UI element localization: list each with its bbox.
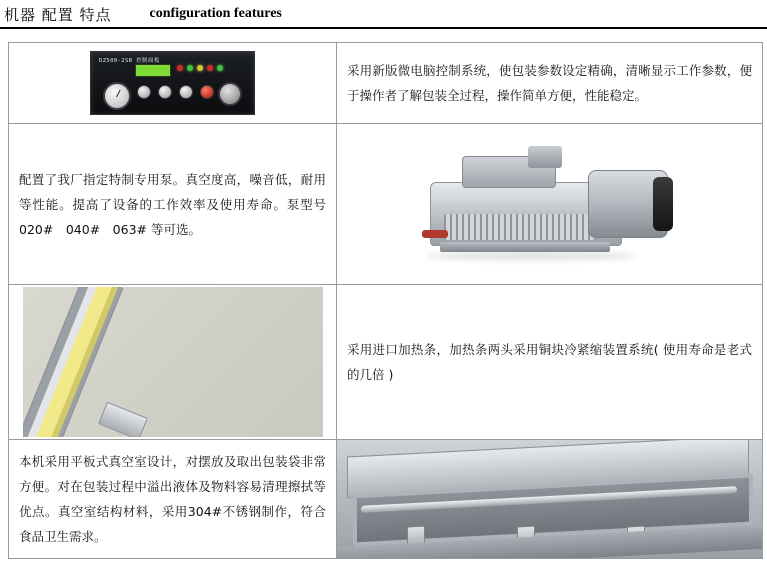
pump-description: 配置了我厂指定特制专用泵。真空度高，噪音低，耐用等性能。提高了设备的工作效率及使用寿命。泵型号 020# 040# 063# 等可选。 [19, 171, 326, 237]
vacuum-pump-photo [337, 124, 762, 284]
vacuum-pump-illustration [410, 134, 690, 274]
table-row [9, 124, 763, 285]
control-panel-model-label: DZ500-2SB 控制面板 [99, 58, 160, 64]
table-row [9, 43, 763, 124]
vacuum-chamber-illustration [337, 440, 762, 558]
vacuum-chamber-photo [337, 440, 762, 558]
vacuum-gauge [103, 82, 131, 110]
heating-bar-description: 采用进口加热条，加热条两头采用铜块冷紧缩装置系统( 使用寿命是老式的几倍 ) [347, 342, 752, 382]
table-row [9, 440, 763, 559]
heating-bar-end-cap [98, 402, 148, 437]
cell-pump-text [9, 124, 337, 285]
indicator-lights [177, 65, 223, 71]
page-title-en: configuration features [149, 6, 282, 21]
table-row [9, 285, 763, 440]
display-screen [135, 64, 171, 77]
pump-cooling-fins [444, 214, 594, 240]
cell-chamber-image [337, 440, 763, 559]
pump-base-plate [440, 242, 610, 252]
features-table [8, 42, 763, 559]
cell-control-panel-image [9, 43, 337, 124]
panel-buttons [137, 85, 214, 99]
chamber-description: 本机采用平板式真空室设计，对摆放及取出包装袋非常方便。对在包装过程中溢出液体及物料容易清理擦拭等优点。真空室结构材料，采用304#不锈钢制作，符合食品卫生需求。 [19, 454, 326, 544]
heating-bar-illustration [23, 287, 323, 437]
cell-chamber-text [9, 440, 337, 559]
cell-heating-bar-text [337, 285, 763, 440]
cell-control-system-text [337, 43, 763, 124]
control-system-description: 采用新版微电脑控制系统，使包装参数设定精确，清晰显示工作参数，便于操作者了解包装全过程，操作简单方便，性能稳定。 [347, 63, 752, 103]
header-divider [0, 27, 767, 29]
control-panel-illustration [90, 51, 255, 115]
pump-oil-cap [528, 146, 562, 168]
pump-valve [422, 230, 448, 238]
cell-heating-bar-image [9, 285, 337, 440]
control-knob [218, 82, 242, 106]
pump-motor [588, 170, 668, 238]
page-header [0, 0, 767, 28]
heating-bar-photo [9, 285, 336, 439]
cell-pump-image [337, 124, 763, 285]
pump-shadow [426, 252, 636, 260]
page-title-cn: 机器 配置 特点 [4, 5, 112, 24]
control-panel-photo [9, 43, 336, 123]
